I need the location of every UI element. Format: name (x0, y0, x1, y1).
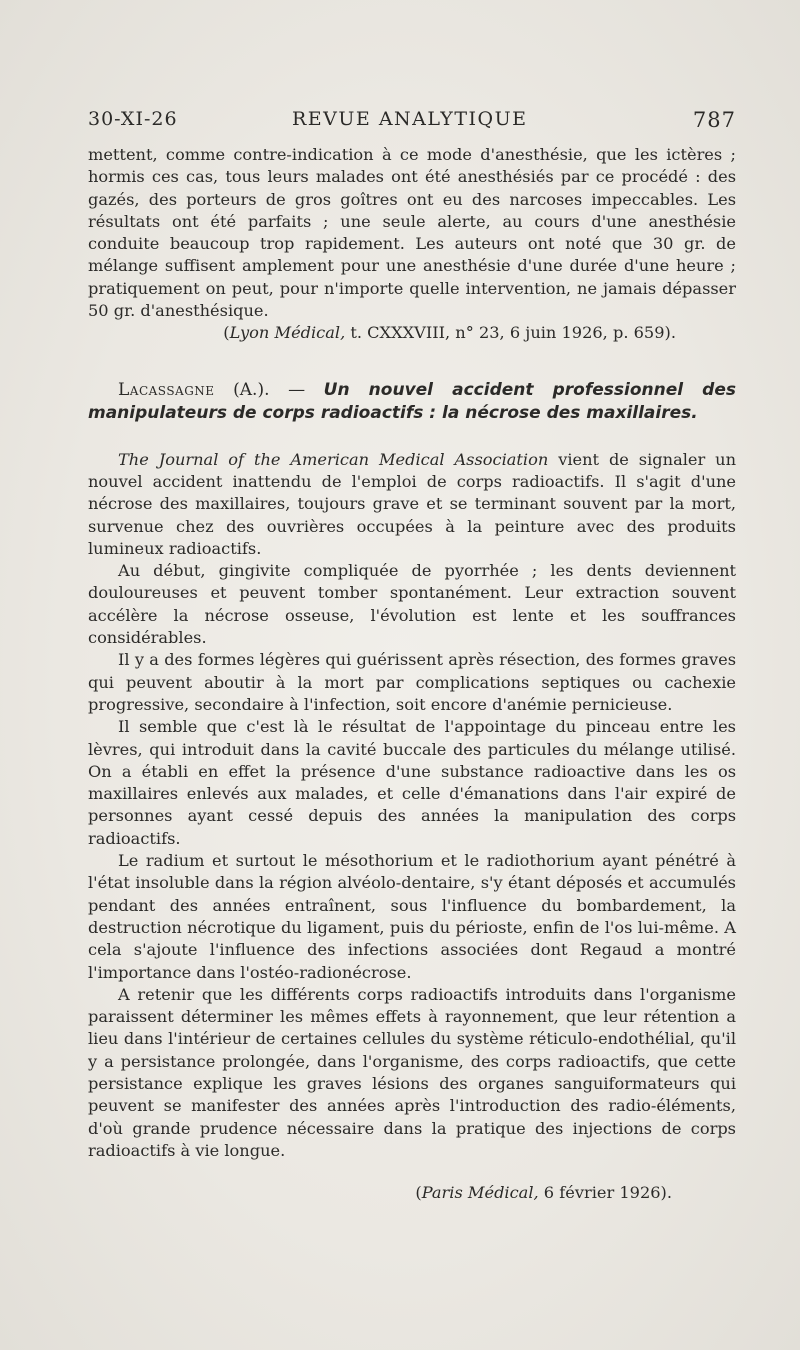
article-heading (88, 379, 736, 425)
article-title: Un nouvel accident professionnel des manipulateurs de corps radioactifs : la nécrose des maxillaires. (88, 379, 736, 423)
intro-reference-journal: Lyon Médical, (229, 323, 346, 343)
page-number: 787 (692, 108, 736, 132)
article-author-initial: (A.). — (214, 379, 324, 400)
article-paragraph-5: Le radium et surtout le mésothorium et le radiothorium ayant pénétré à l'état insoluble dans la région alvéolo-dentaire, s'y étant déposés et accumulés pendant des années entraînent, sous l'influence du bombardement, la destruction nécrotique du ligament, puis du périoste, enfin de l'os lui-même. A cela s'ajoute l'influence des infections associées dont Regaud a montré l'importance dans l'ostéo-radionécrose. (88, 851, 736, 982)
article-paragraph-3: Il y a des formes légères qui guérissent après résection, des formes graves qui peuvent aboutir à la mort par complications septiques ou cachexie progressive, secondaire à l'infection, soit encore d'anémie pernicieuse. (88, 650, 736, 714)
article-heading-line (88, 379, 736, 425)
intro-paragraph: mettent, comme contre-indication à ce mode d'anesthésie, que les ictères ; hormis ces cas, tous leurs malades ont été anesthésiés par ce procédé : des gazés, des porteurs de gros goîtres ont eu des narcoses impeccables. Les résultats ont été parfaits ; une seule alerte, au cours d'une anesthésie conduite beaucoup trop rapidement. Les auteurs ont noté que 30 gr. de mélange suffisent amplement pour une anesthésie d'une durée d'une heure ; pratiquement on peut, pour n'importe quelle intervention, ne jamais dépasser 50 gr. d'anesthésique. (88, 145, 736, 321)
page-body (88, 144, 736, 1204)
article-paragraph-2: Au début, gingivite compliquée de pyorrhée ; les dents deviennent douloureuses et peuvent tomber spontanément. Leur extraction souvent accélère la nécrose osseuse, l'évolution est lente et les souffrances considérables. (88, 561, 736, 648)
article-reference-journal: Paris Médical, (421, 1183, 539, 1203)
header-journal-title: REVUE ANALYTIQUE (292, 108, 528, 130)
article-paragraph-6: A retenir que les différents corps radioactifs introduits dans l'organisme paraissent déterminer les mêmes effets à rayonnement, que leur rétention a lieu dans l'intérieur de certaines cellules du système réticulo-endothélial, qu'il y a persistance prolongée, dans l'organisme, des corps radioactifs, que cette persistance explique les graves lésions des organes sanguiformateurs qui peuvent se manifester des années après l'introduction des radio-éléments, d'où grande prudence nécessaire dans la pratique des injections de corps radioactifs à vie longue. (88, 984, 736, 1160)
article-paragraph-4: Il semble que c'est là le résultat de l'appointage du pinceau entre les lèvres, qui introduit dans la cavité buccale des particules du mélange utilisé. On a établi en effet la présence d'une substance radioactive dans les os maxillaires enlevés aux malades, et celle d'émanations dans l'air expiré de personnes ayant cessé depuis des années la manipulation des corps radioactifs. (88, 717, 736, 848)
intro-reference: (Lyon Médical, t. CXXXVIII, n° 23, 6 juin 1926, p. 659). (223, 323, 676, 343)
article-reference: (Paris Médical, 6 février 1926). (415, 1183, 672, 1203)
intro-reference-details: t. CXXXVIII, n° 23, 6 juin 1926, p. 659). (345, 323, 676, 343)
article-paragraph-1 (88, 449, 736, 560)
article-author: Lacassagne (118, 379, 215, 400)
article-source-journal: The Journal of the American Medical Association (118, 449, 549, 469)
article-reference-details: 6 février 1926). (538, 1183, 672, 1203)
header-date: 30-XI-26 (88, 108, 178, 130)
article-paragraph-1-text: vient de signaler un nouvel accident inattendu de l'emploi de corps radioactifs. Il s'agit d'une nécrose des maxillaires, toujours grave et se terminant souvent par la mort, survenue chez des ouvrières occupées à la peinture avec des produits lumineux radioactifs. (88, 449, 736, 558)
running-header (88, 106, 736, 136)
